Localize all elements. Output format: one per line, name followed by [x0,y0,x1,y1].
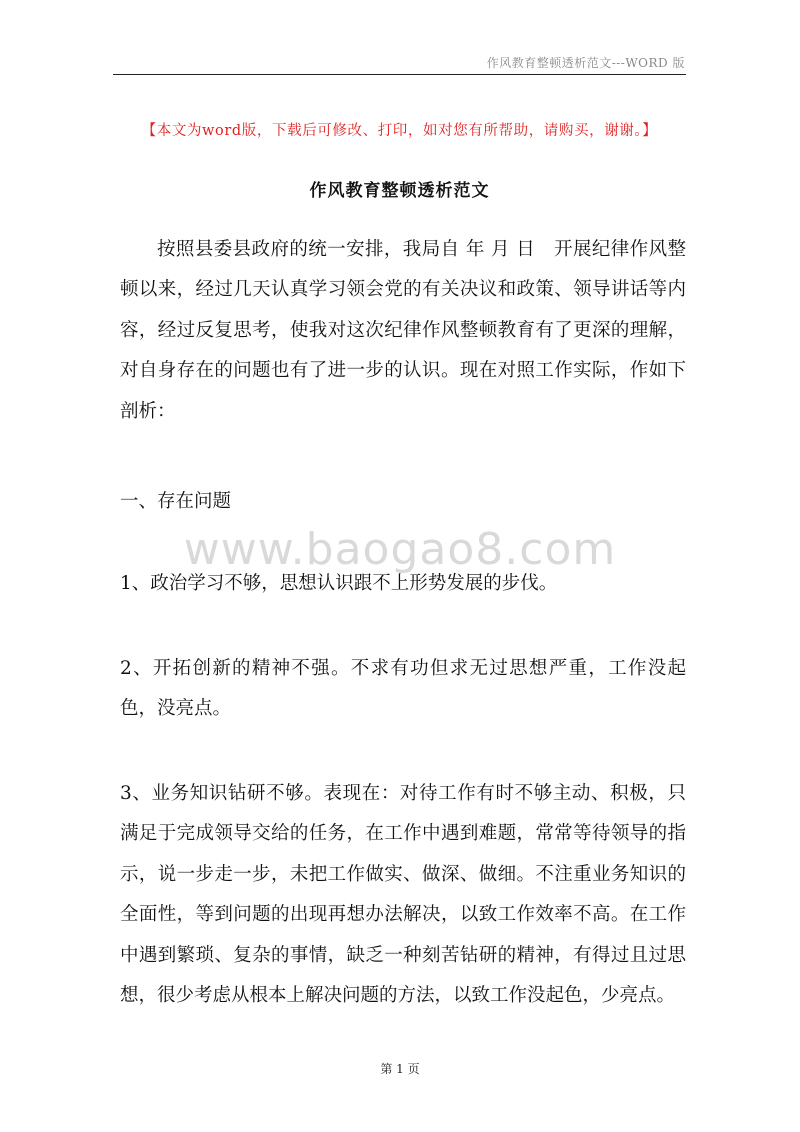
page-number: 第 1 页 [380,1062,420,1076]
list-item-3: 3、业务知识钻研不够。表现在：对待工作有时不够主动、积极，只满足于完成领导交给的任务，在工作中遇到难题，常常等待领导的指示，说一步走一步，未把工作做实、做深、做细。不注重业务知识的全面性，等到问题的出现再想办法解决，以致工作效率不高。在工作中遇到繁琐、复杂的事情，缺乏一种刻苦钻研的精神，有得过且过思想，很少考虑从根本上解决问题的方法，以致工作没起色，少亮点。 [120,783,686,1007]
list-item-2: 2、开拓创新的精神不强。不求有功但求无过思想严重，工作没起色，没亮点。 [120,658,686,720]
purchase-notice: 【本文为word版，下载后可修改、打印，如对您有所帮助，请购买，谢谢。】 [141,123,658,139]
running-header: 作风教育整顿透析范文---WORD 版 [486,56,685,70]
list-item-1: 1、政治学习不够，思想认识跟不上形势发展的步伐。 [120,573,558,594]
section-heading: 一、存在问题 [120,491,232,512]
intro-paragraph: 按照县委县政府的统一安排，我局自 年 月 日 开展纪律作风整顿以来，经过几天认真学习领会党的有关决议和政策、领导讲话等内容，经过反复思考，使我对这次纪律作风整顿教育有了更深的理解，对自身存在的问题也有了进一步的认识。现在对照工作实际，作如下剖析： [120,239,686,422]
document-title: 作风教育整顿透析范文 [309,181,490,201]
header-divider [113,74,686,75]
watermark: www.baogao8.com [183,524,617,575]
